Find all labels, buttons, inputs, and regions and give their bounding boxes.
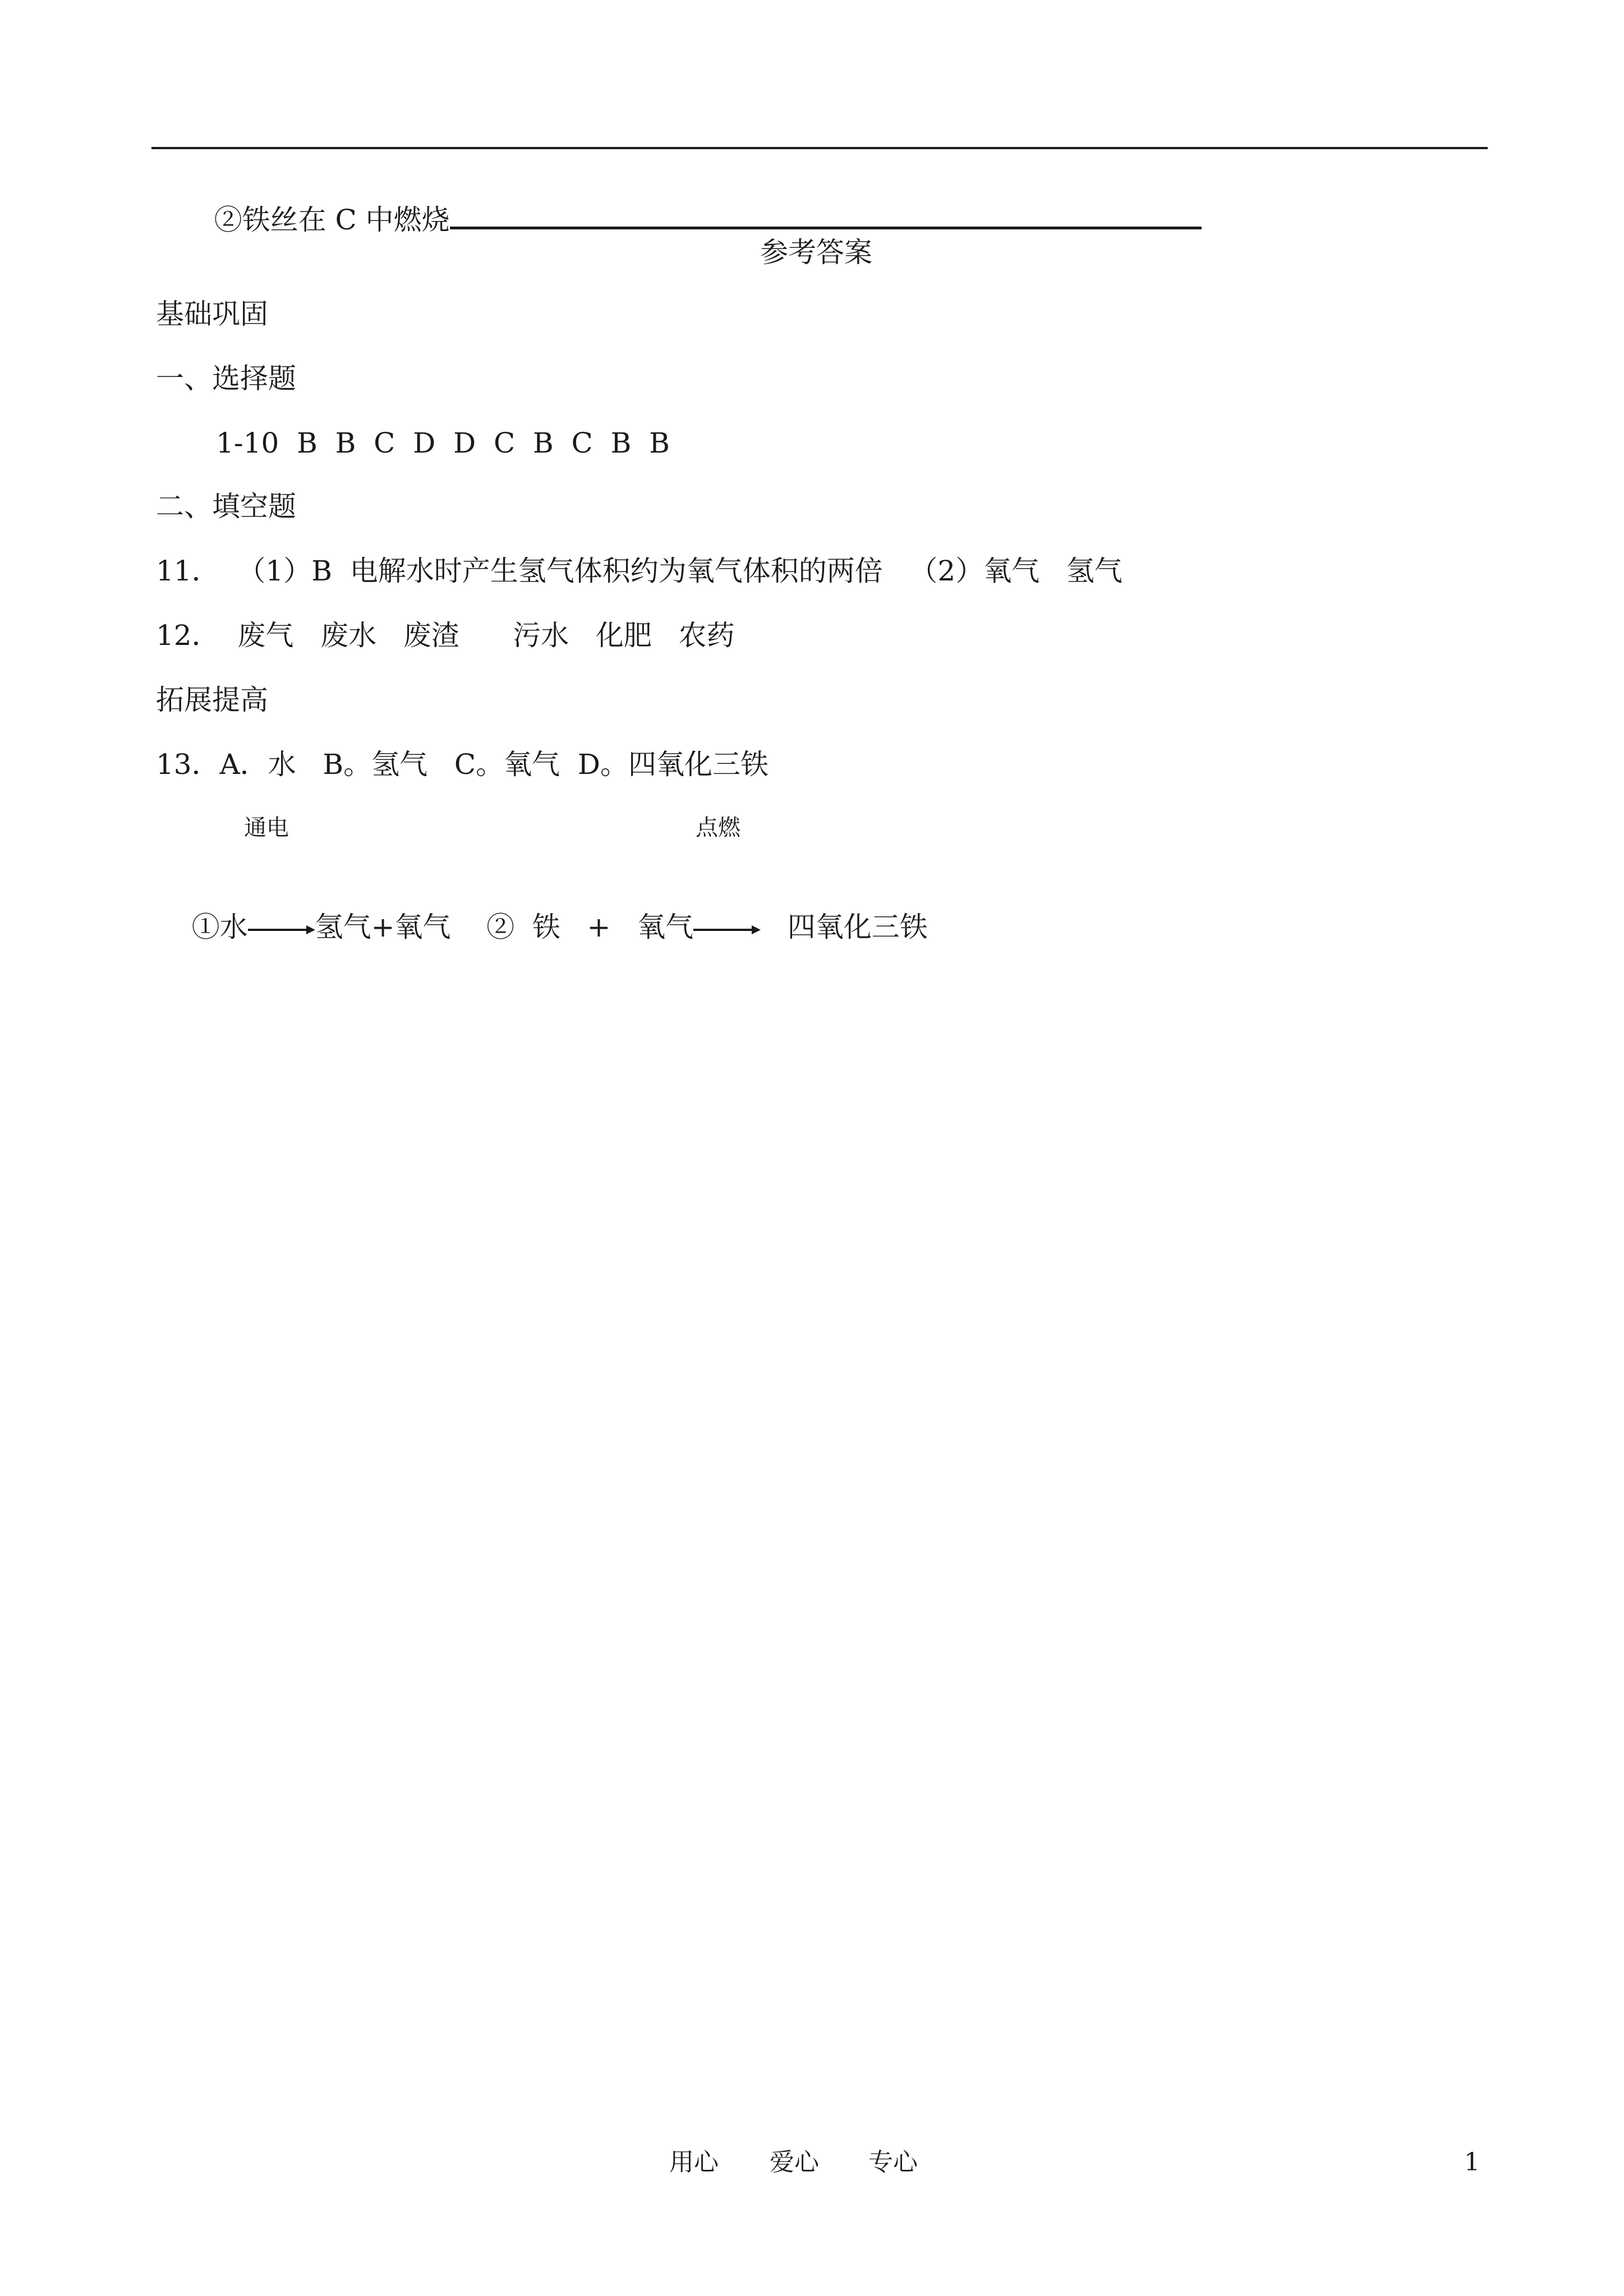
section-basics: 基础巩固 [156, 298, 268, 330]
answer-q12: 12． 废气 废水 废渣 污水 化肥 农药 [156, 619, 735, 652]
reaction-condition-electrolysis: 通电 [244, 815, 289, 841]
footer-motto-2: 爱心 [770, 2148, 819, 2177]
choice-answers: 1-10 B B C D D C B C B B [216, 427, 670, 459]
question-iron-burning [178, 168, 1202, 270]
footer-motto-3: 专心 [868, 2148, 918, 2177]
answer-q11: 11． （1）B 电解水时产生氢气体积约为氧气体积的两倍 （2）氧气 氢气 [156, 555, 1122, 587]
answer-blank [450, 202, 1202, 229]
reaction-equations [156, 877, 928, 978]
reaction-arrow-icon [693, 924, 761, 935]
reaction-1-reactant: ①水 [191, 911, 248, 943]
choice-heading: 一、选择题 [156, 362, 296, 395]
reaction-2-reactants: ② 铁 + 氧气 [486, 911, 694, 943]
answer-title: 参考答案 [760, 236, 872, 269]
section-extension: 拓展提高 [156, 684, 268, 716]
reaction-arrow-icon [248, 924, 315, 935]
header-rule [151, 147, 1488, 149]
reaction-2-product: 四氧化三铁 [787, 911, 928, 943]
page-number: 1 [1464, 2148, 1480, 2177]
reaction-condition-ignite: 点燃 [696, 815, 740, 841]
fill-heading: 二、填空题 [156, 490, 296, 523]
question-text: ②铁丝在 C 中燃烧 [214, 204, 450, 236]
footer-motto-1: 用心 [669, 2148, 719, 2177]
answer-q13: 13．A．水 B。氢气 C。氧气 D。四氧化三铁 [156, 748, 769, 781]
reaction-1-products: 氢气+氧气 [315, 911, 451, 943]
